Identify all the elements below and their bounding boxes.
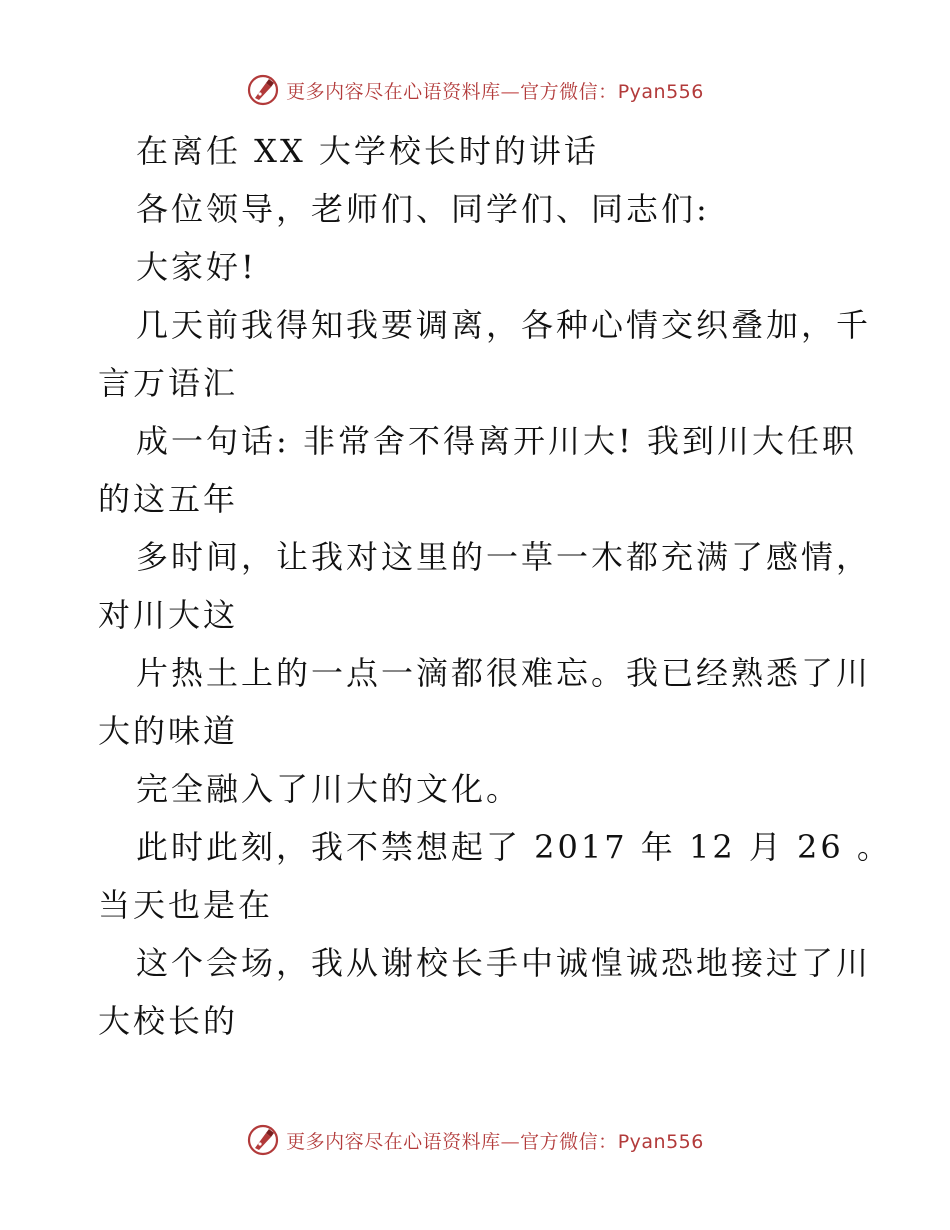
text-line: 当天也是在 (98, 886, 274, 924)
footer-banner (0, 1120, 950, 1160)
text-line: 大的味道 (98, 712, 239, 750)
text-line: 言万语汇 (98, 364, 239, 402)
banner-wechat-id: Pyan556 (617, 80, 704, 103)
pen-nib-logo-icon (246, 73, 280, 107)
text-line: 完全融入了川大的文化。 (136, 770, 522, 808)
text-line: 成一句话: 非常舍不得离开川大! 我到川大任职 (136, 422, 857, 460)
text-line: 片热土上的一点一滴都很难忘。我已经熟悉了川 (136, 654, 872, 692)
banner-separator: — (500, 1130, 521, 1153)
text-line: 的这五年 (98, 480, 239, 518)
banner-wechat-id: Pyan556 (617, 1130, 704, 1153)
document-body (98, 122, 892, 1050)
banner-title: 更多内容尽在心语资料库 (286, 80, 501, 103)
text-line: 对川大这 (98, 596, 239, 634)
text-line: 各位领导，老师们、同学们、同志们: (136, 190, 710, 228)
speech-title: 在离任 XX 大学校长时的讲话 (136, 132, 599, 170)
header-banner (0, 70, 950, 110)
banner-wechat-label: 官方微信： (520, 80, 618, 103)
text-line: 大校长的 (98, 1002, 239, 1040)
text-line: 多时间，让我对这里的一草一木都充满了感情， (136, 538, 872, 576)
pen-nib-logo-icon (246, 1123, 280, 1157)
banner-promo-text (286, 1127, 704, 1154)
text-line: 大家好! (136, 248, 257, 286)
banner-wechat-label: 官方微信： (520, 1130, 618, 1153)
banner-promo-text (286, 77, 704, 104)
banner-title: 更多内容尽在心语资料库 (286, 1130, 501, 1153)
text-line: 几天前我得知我要调离，各种心情交织叠加，千 (136, 306, 872, 344)
banner-separator: — (500, 80, 521, 103)
text-line: 这个会场，我从谢校长手中诚惶诚恐地接过了川 (136, 944, 872, 982)
text-line: 此时此刻，我不禁想起了 2017 年 12 月 26 。 (136, 828, 892, 866)
